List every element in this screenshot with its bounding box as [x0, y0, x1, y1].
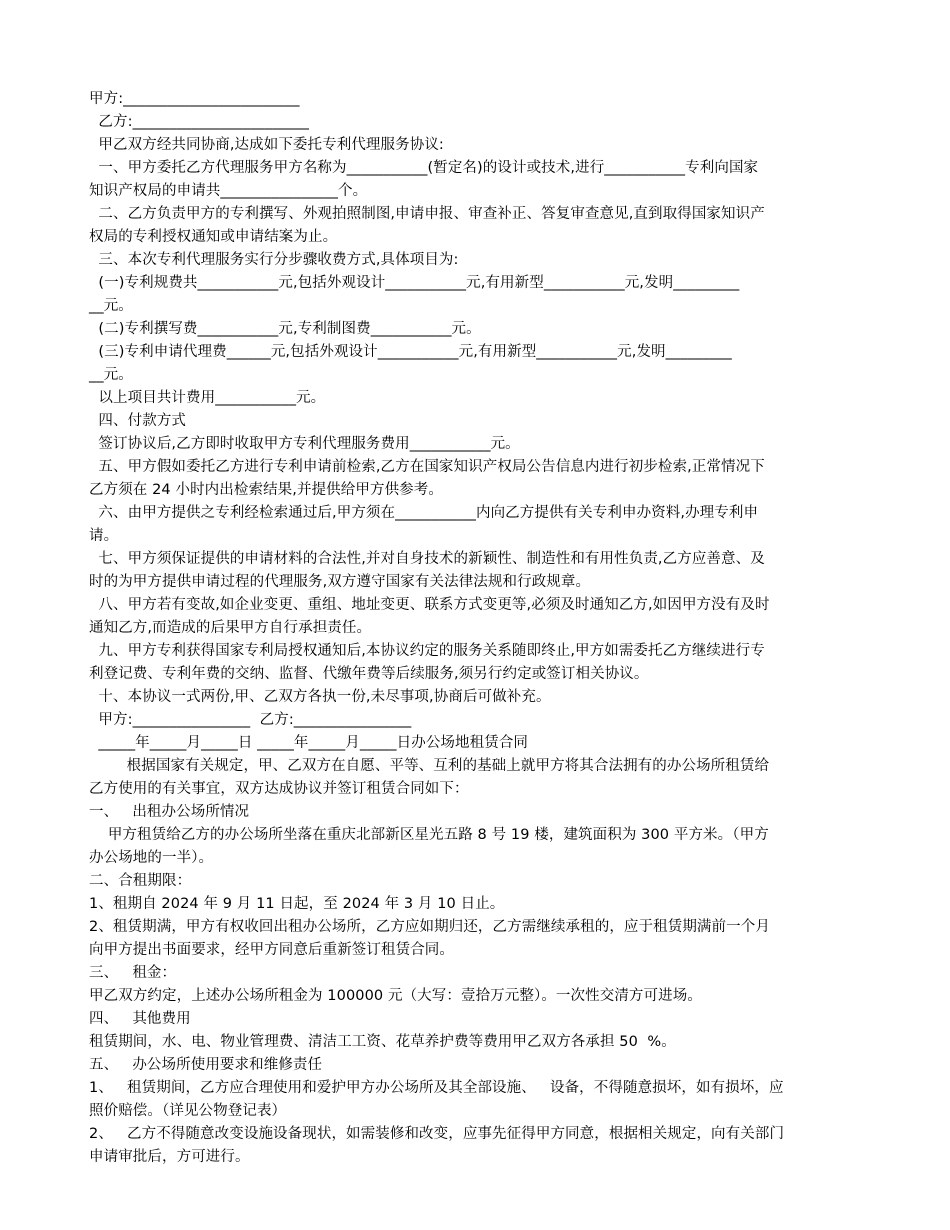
- fee-item-3-line-2: __元。: [89, 367, 133, 383]
- lease-use-item-1-line-1: 1、 租赁期间，乙方应合理使用和爱护甲方办公场所及其全部设施、 设备，不得随意损坏，如有损坏，应: [89, 1080, 784, 1096]
- lease-fees-body: 租赁期间，水、电、物业管理费、清洁工工资、花草养护费等费用甲乙双方各承担 50 %。: [89, 1034, 676, 1050]
- lease-term-item-1: 1、租期自 2024 年 9 月 11 日起，至 2024 年 3 月 10 日止。: [89, 896, 505, 912]
- clause-7-line-1: 七、甲方须保证提供的申请材料的合法性,并对自身技术的新颖性、制造性和有用性负责,乙方应善意、及: [89, 551, 765, 567]
- lease-term-item-2-line-1: 2、租赁期满，甲方有权收回出租办公场所，乙方应如期归还，乙方需继续承租的，应于租赁期满前一个月: [89, 919, 770, 935]
- lease-section-1-line-2: 办公场地的一半）。: [89, 850, 214, 866]
- clause-2-line-1: 二、乙方负责甲方的专利撰写、外观拍照制图,申请申报、审查补正、答复审查意见,直到取得国家知识产: [89, 206, 765, 222]
- clause-1-line-1: 一、甲方委托乙方代理服务甲方名称为___________(暂定名)的设计或技术,进行___________专利向国家: [89, 160, 759, 176]
- lease-preamble-line-2: 乙方使用的有关事宜，双方达成协议并签订租赁合同如下：: [89, 781, 469, 797]
- lease-section-1-line-1: 甲方租赁给乙方的办公场所坐落在重庆北部新区星光五路 8 号 19 楼，建筑面积为 300 平方米。（甲方: [89, 827, 769, 843]
- lease-term-item-2-line-2: 向甲方提出书面要求，经甲方同意后重新签订租赁合同。: [89, 942, 454, 958]
- clause-10: 十、本协议一式两份,甲、乙双方各执一份,未尽事项,协商后可做补充。: [89, 689, 551, 705]
- party-a-line: 甲方:________________________: [89, 91, 300, 107]
- fee-item-1-line-2: __元。: [89, 298, 133, 314]
- lease-section-4-heading: 四、 其他费用: [89, 1011, 191, 1027]
- clause-2-line-2: 权局的专利授权通知或申请结案为止。: [89, 229, 338, 245]
- fee-item-3-line-1: (三)专利申请代理费______元,包括外观设计___________元,有用新型___________元,发明_________: [89, 344, 732, 360]
- lease-section-3-heading: 三、 租金：: [89, 965, 177, 981]
- lease-section-5-heading: 五、 办公场所使用要求和维修责任: [89, 1057, 323, 1073]
- lease-section-1-heading: 一、 出租办公场所情况: [89, 804, 250, 820]
- clause-6-line-2: 请。: [89, 528, 119, 544]
- clause-1-line-2: 知识产权局的申请共________________个。: [89, 183, 368, 199]
- clause-4-body: 签订协议后,乙方即时收取甲方专利代理服务费用___________元。: [89, 436, 520, 452]
- date-line-and-title: _____年_____月_____日 _____年_____月_____日办公场地租赁合同: [89, 735, 529, 751]
- clause-4-heading: 四、付款方式: [89, 413, 187, 429]
- agreement-intro: 甲乙双方经共同协商,达成如下委托专利代理服务协议:: [89, 137, 444, 153]
- lease-section-2-heading: 二、合租期限：: [89, 873, 192, 889]
- lease-use-item-1-line-2: 照价赔偿。（详见公物登记表）: [89, 1103, 287, 1119]
- lease-use-item-2-line-2: 申请审批后，方可进行。: [89, 1149, 250, 1165]
- lease-use-item-2-line-1: 2、 乙方不得随意改变设施设备现状，如需装修和改变，应事先征得甲方同意，根据相关规定，向有关部门: [89, 1126, 785, 1142]
- clause-7-line-2: 时的为甲方提供申请过程的代理服务,双方遵守国家有关法律法规和行政规章。: [89, 574, 591, 590]
- lease-rent-body: 甲乙双方约定，上述办公场所租金为 100000 元（大写：壹拾万元整）。一次性交清方可进场。: [89, 988, 702, 1004]
- clause-9-line-2: 利登记费、专利年费的交纳、监督、代缴年费等后续服务,须另行约定或签订相关协议。: [89, 666, 649, 682]
- clause-8-line-1: 八、甲方若有变故,如企业变更、重组、地址变更、联系方式变更等,必须及时通知乙方,如因甲方没有及时: [89, 597, 770, 613]
- signature-line: 甲方:________________ 乙方:________________: [89, 712, 412, 728]
- fee-total: 以上项目共计费用___________元。: [89, 390, 326, 406]
- lease-preamble-line-1: 根据国家有关规定，甲、乙双方在自愿、平等、互利的基础上就甲方将其合法拥有的办公场所租赁给: [89, 758, 770, 774]
- party-b-line: 乙方:________________________: [89, 114, 310, 130]
- clause-5-line-2: 乙方须在 24 小时内出检索结果,并提供给甲方供参考。: [89, 482, 443, 498]
- fee-item-2: (二)专利撰写费___________元,专利制图费___________元。: [89, 321, 481, 337]
- clause-5-line-1: 五、甲方假如委托乙方进行专利申请前检索,乙方在国家知识产权局公告信息内进行初步检索,正常情况下: [89, 459, 765, 475]
- clause-6-line-1: 六、由甲方提供之专利经检索通过后,甲方须在___________内向乙方提供有关专利申办资料,办理专利申: [89, 505, 759, 521]
- clause-3-heading: 三、本次专利代理服务实行分步骤收费方式,具体项目为:: [89, 252, 459, 268]
- fee-item-1-line-1: (一)专利规费共___________元,包括外观设计___________元,有用新型___________元,发明_________: [89, 275, 740, 291]
- clause-9-line-1: 九、甲方专利获得国家专利局授权通知后,本协议约定的服务关系随即终止,甲方如需委托乙方继续进行专: [89, 643, 765, 659]
- clause-8-line-2: 通知乙方,而造成的后果甲方自行承担责任。: [89, 620, 372, 636]
